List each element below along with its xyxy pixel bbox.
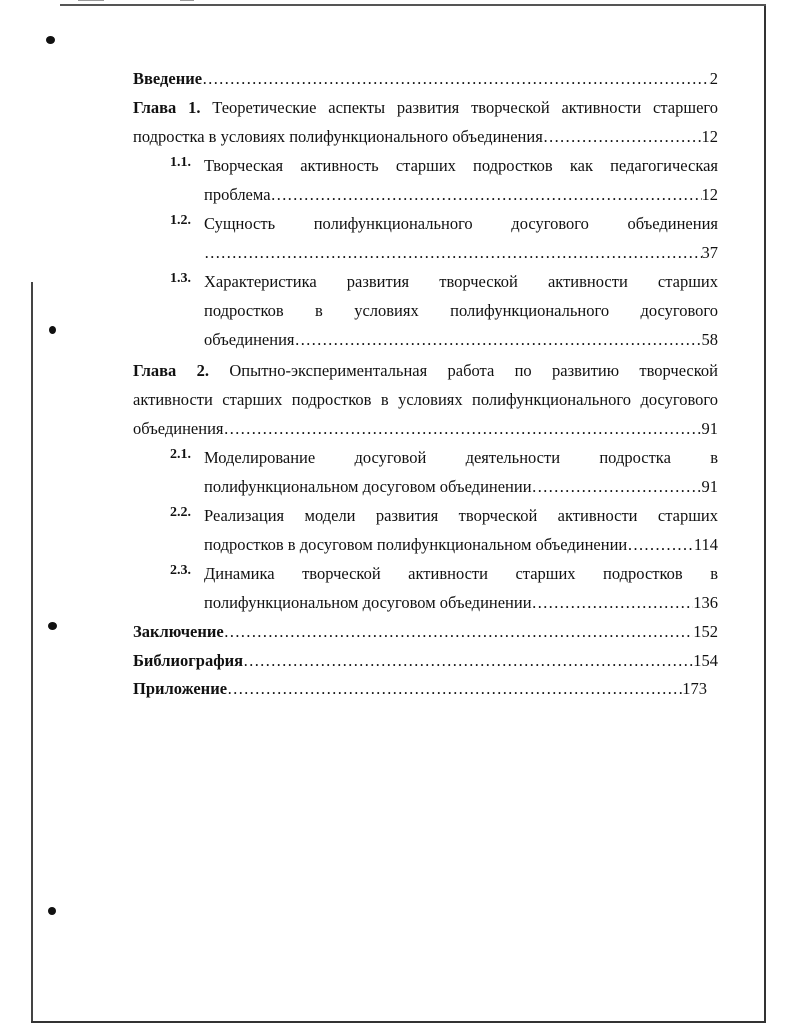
binder-hole-mark <box>48 907 56 915</box>
dot-leader <box>224 621 694 643</box>
toc-section-title: Сущность полифункционального досугового объединения <box>204 214 718 233</box>
toc-entry-bibliography[interactable] <box>133 650 718 672</box>
scan-edge-left <box>31 282 33 1022</box>
toc-section-title: Моделирование досуговой деятельности подростка в <box>204 448 718 467</box>
toc-entry-title: Введение <box>133 69 203 88</box>
toc-section-number: 1.1. <box>170 155 191 170</box>
toc-page-number: 58 <box>701 330 718 349</box>
binder-hole-mark <box>48 622 57 630</box>
toc-entry-appendix[interactable] <box>133 678 707 700</box>
toc-section-title: Творческая активность старших подростков как педагогическая <box>204 156 718 175</box>
toc-section-title: полифункциональном досуговом объединении <box>204 477 532 496</box>
toc-section-2-3-line-2[interactable] <box>204 592 718 614</box>
dot-leader <box>227 678 682 700</box>
binder-hole-mark <box>49 326 56 334</box>
dot-leader <box>202 68 710 90</box>
scan-artifact <box>180 0 194 1</box>
toc-entry-title: Заключение <box>133 622 224 641</box>
dot-leader <box>243 650 693 672</box>
scan-edge-bottom <box>31 1021 766 1023</box>
toc-section-title: проблема <box>204 185 271 204</box>
toc-page-number: 152 <box>693 622 718 641</box>
toc-page-number: 37 <box>701 243 718 262</box>
toc-section-2-1-line-1[interactable] <box>204 447 718 469</box>
toc-chapter-label: Глава 2. <box>133 361 210 380</box>
dot-leader <box>627 534 694 556</box>
toc-entry-title: Библиография <box>133 651 244 670</box>
toc-section-1-1-line-2[interactable] <box>204 184 718 206</box>
toc-page-number: 114 <box>693 535 718 554</box>
toc-chapter-title: объединения <box>133 419 224 438</box>
toc-page-number: 91 <box>701 477 718 496</box>
toc-entry-title: Приложение <box>133 679 228 698</box>
toc-section-number: 2.3. <box>170 563 191 578</box>
dot-leader <box>295 329 702 351</box>
toc-section-2-2-line-1[interactable] <box>204 505 718 527</box>
toc-page-number: 154 <box>693 651 718 670</box>
dot-leader <box>204 242 702 264</box>
scan-edge-top <box>60 4 766 6</box>
toc-page-number: 12 <box>701 127 718 146</box>
toc-section-1-1-line-1[interactable] <box>204 155 718 177</box>
toc-chapter-title: Опытно-экспериментальная работа по развитию творческой <box>229 361 718 380</box>
toc-chapter-2-line-3[interactable] <box>133 418 718 440</box>
toc-section-title: подростков в условиях полифункционального досугового <box>204 301 718 320</box>
toc-section-title: объединения <box>204 330 295 349</box>
toc-section-title: Характеристика развития творческой активности старших <box>204 272 718 291</box>
toc-section-number: 1.3. <box>170 271 191 286</box>
toc-section-title: полифункциональном досуговом объединении <box>204 593 532 612</box>
toc-chapter-1-line-2[interactable] <box>133 126 718 148</box>
binder-hole-mark <box>46 36 55 44</box>
toc-chapter-title: активности старших подростков в условиях полифункционального досугового <box>133 390 718 409</box>
toc-section-1-3-line-3[interactable] <box>204 329 718 351</box>
toc-chapter-title: Теоретические аспекты развития творческой активности старшего <box>212 98 718 117</box>
toc-section-2-3-line-1[interactable] <box>204 563 718 585</box>
toc-section-title: Динамика творческой активности старших подростков в <box>204 564 718 583</box>
toc-page-number: 12 <box>701 185 718 204</box>
toc-section-title: подростков в досуговом полифункциональном объединении <box>204 535 628 554</box>
dot-leader <box>532 476 702 498</box>
dot-leader <box>224 418 702 440</box>
toc-entry-conclusion[interactable] <box>133 621 718 643</box>
toc-chapter-2-line-2[interactable] <box>133 389 718 411</box>
toc-chapter-1-line-1[interactable] <box>133 97 718 119</box>
toc-section-2-1-line-2[interactable] <box>204 476 718 498</box>
toc-section-1-2-line-1[interactable] <box>204 213 718 235</box>
toc-page-number: 91 <box>701 419 718 438</box>
dot-leader <box>532 592 694 614</box>
toc-section-number: 1.2. <box>170 213 191 228</box>
scan-artifact <box>78 0 104 1</box>
toc-section-number: 2.2. <box>170 505 191 520</box>
dot-leader <box>271 184 702 206</box>
toc-page-number: 173 <box>682 679 707 698</box>
toc-section-1-3-line-2[interactable] <box>204 300 718 322</box>
toc-page-number: 2 <box>709 69 718 88</box>
toc-section-1-3-line-1[interactable] <box>204 271 718 293</box>
toc-chapter-2-line-1[interactable] <box>133 360 718 382</box>
toc-page-number: 136 <box>693 593 718 612</box>
toc-section-2-2-line-2[interactable] <box>204 534 718 556</box>
toc-entry-intro[interactable] <box>133 68 718 90</box>
toc-chapter-title: подростка в условиях полифункционального объединения <box>133 127 543 146</box>
toc-section-number: 2.1. <box>170 447 191 462</box>
scan-edge-right <box>764 6 766 1022</box>
toc-section-title: Реализация модели развития творческой активности старших <box>204 506 718 525</box>
toc-section-1-2-line-2[interactable] <box>204 242 718 264</box>
dot-leader <box>543 126 702 148</box>
toc-chapter-label: Глава 1. <box>133 98 201 117</box>
